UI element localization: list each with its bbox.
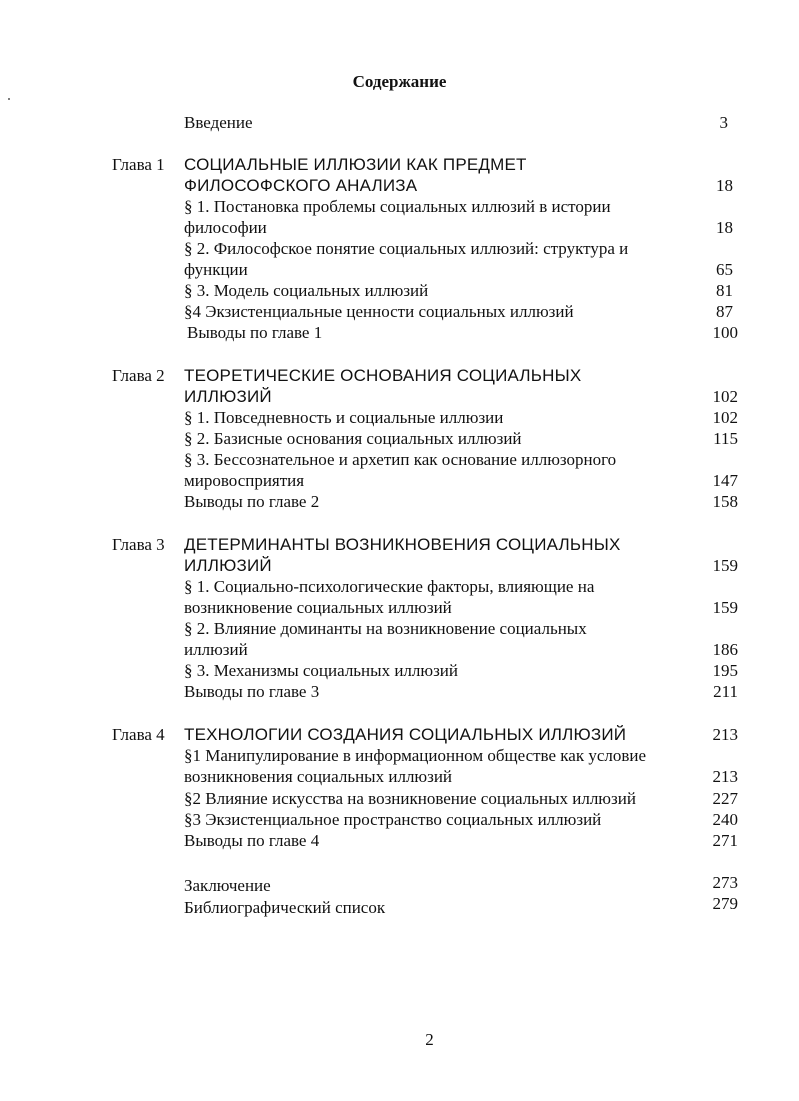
ch4-sec1-page: 213 bbox=[712, 767, 738, 786]
chapter-3-title-line-1: ДЕТЕРМИНАНТЫ ВОЗНИКНОВЕНИЯ СОЦИАЛЬНЫХ bbox=[184, 535, 621, 554]
ch3-conclusion-line-1: Выводы по главе 3 bbox=[184, 682, 320, 701]
ch1-sec1-page: 18 bbox=[716, 218, 733, 237]
toc-intro-label: Введение bbox=[184, 113, 253, 132]
ch4-conclusion-page: 271 bbox=[712, 831, 738, 850]
chapter-4-page: 213 bbox=[712, 725, 738, 744]
page-number: 2 bbox=[425, 1030, 434, 1049]
scan-speck bbox=[8, 98, 10, 100]
chapter-2-title-line-2: ИЛЛЮЗИЙ bbox=[184, 387, 272, 406]
chapter-2-page: 102 bbox=[712, 387, 738, 406]
ch4-sec2-page: 227 bbox=[712, 789, 738, 808]
ch3-sec3-page: 195 bbox=[712, 661, 738, 680]
ch1-sec2-line-1: § 2. Философское понятие социальных иллюзий: структура и bbox=[184, 239, 629, 258]
ch1-sec2-line-2: функции bbox=[184, 260, 248, 279]
ch2-conclusion-line-1: Выводы по главе 2 bbox=[184, 492, 320, 511]
toc-intro-page: 3 bbox=[719, 113, 728, 132]
chapter-3-label: Глава 3 bbox=[112, 535, 165, 554]
chapter-1-title-line-1: СОЦИАЛЬНЫЕ ИЛЛЮЗИИ КАК ПРЕДМЕТ bbox=[184, 155, 527, 174]
chapter-3-title-line-2: ИЛЛЮЗИЙ bbox=[184, 556, 272, 575]
ch1-conclusion-line-1: Выводы по главе 1 bbox=[187, 323, 323, 342]
ch3-sec1-line-2: возникновение социальных иллюзий bbox=[184, 598, 452, 617]
ch1-sec4-page: 87 bbox=[716, 302, 733, 321]
chapter-1-title-line-2: ФИЛОСОФСКОГО АНАЛИЗА bbox=[184, 176, 418, 195]
ch2-sec2-line-1: § 2. Базисные основания социальных иллюзий bbox=[184, 429, 522, 448]
ch3-sec2-line-1: § 2. Влияние доминанты на возникновение социальных bbox=[184, 619, 587, 638]
chapter-2-title-line-1: ТЕОРЕТИЧЕСКИЕ ОСНОВАНИЯ СОЦИАЛЬНЫХ bbox=[184, 366, 582, 385]
ch2-sec1-page: 102 bbox=[712, 408, 738, 427]
ch2-sec1-line-1: § 1. Повседневность и социальные иллюзии bbox=[184, 408, 504, 427]
ch3-sec1-page: 159 bbox=[712, 598, 738, 617]
ch1-conclusion-page: 100 bbox=[712, 323, 738, 342]
ch1-sec1-line-2: философии bbox=[184, 218, 267, 237]
toc-conclusion-label: Заключение bbox=[184, 876, 271, 895]
ch4-sec3-line-1: §3 Экзистенциальное пространство социальных иллюзий bbox=[184, 810, 602, 829]
ch3-sec3-line-1: § 3. Механизмы социальных иллюзий bbox=[184, 661, 459, 680]
ch2-sec2-page: 115 bbox=[713, 429, 738, 448]
ch1-sec3-page: 81 bbox=[716, 281, 733, 300]
toc-conclusion-page: 273 bbox=[712, 873, 738, 892]
ch1-sec3-line-1: § 3. Модель социальных иллюзий bbox=[184, 281, 429, 300]
chapter-4-title-line-1: ТЕХНОЛОГИИ СОЗДАНИЯ СОЦИАЛЬНЫХ ИЛЛЮЗИЙ bbox=[184, 725, 627, 744]
ch1-sec4-line-1: §4 Экзистенциальные ценности социальных иллюзий bbox=[184, 302, 574, 321]
ch3-sec2-line-2: иллюзий bbox=[184, 640, 248, 659]
ch4-conclusion-line-1: Выводы по главе 4 bbox=[184, 831, 320, 850]
ch3-sec1-line-1: § 1. Социально-психологические факторы, влияющие на bbox=[184, 577, 595, 596]
page-title: Содержание bbox=[352, 72, 447, 91]
ch2-sec3-line-2: мировосприятия bbox=[184, 471, 305, 490]
chapter-2-label: Глава 2 bbox=[112, 366, 165, 385]
ch3-conclusion-page: 211 bbox=[713, 682, 738, 701]
ch1-sec1-line-1: § 1. Постановка проблемы социальных иллюзий в истории bbox=[184, 197, 611, 216]
ch4-sec3-page: 240 bbox=[712, 810, 738, 829]
ch2-conclusion-page: 158 bbox=[712, 492, 738, 511]
ch3-sec2-page: 186 bbox=[712, 640, 738, 659]
chapter-3-page: 159 bbox=[712, 556, 738, 575]
chapter-1-page: 18 bbox=[716, 176, 733, 195]
toc-bibliography-page: 279 bbox=[712, 894, 738, 913]
ch4-sec2-line-1: §2 Влияние искусства на возникновение социальных иллюзий bbox=[184, 789, 636, 808]
ch2-sec3-page: 147 bbox=[712, 471, 738, 490]
chapter-4-label: Глава 4 bbox=[112, 725, 165, 744]
ch2-sec3-line-1: § 3. Бессознательное и архетип как основание иллюзорного bbox=[184, 450, 617, 469]
chapter-1-label: Глава 1 bbox=[112, 155, 165, 174]
ch4-sec1-line-2: возникновения социальных иллюзий bbox=[184, 767, 453, 786]
ch1-sec2-page: 65 bbox=[716, 260, 733, 279]
ch4-sec1-line-1: §1 Манипулирование в информационном обществе как условие bbox=[184, 746, 647, 765]
toc-bibliography-label: Библиографический список bbox=[184, 898, 386, 917]
